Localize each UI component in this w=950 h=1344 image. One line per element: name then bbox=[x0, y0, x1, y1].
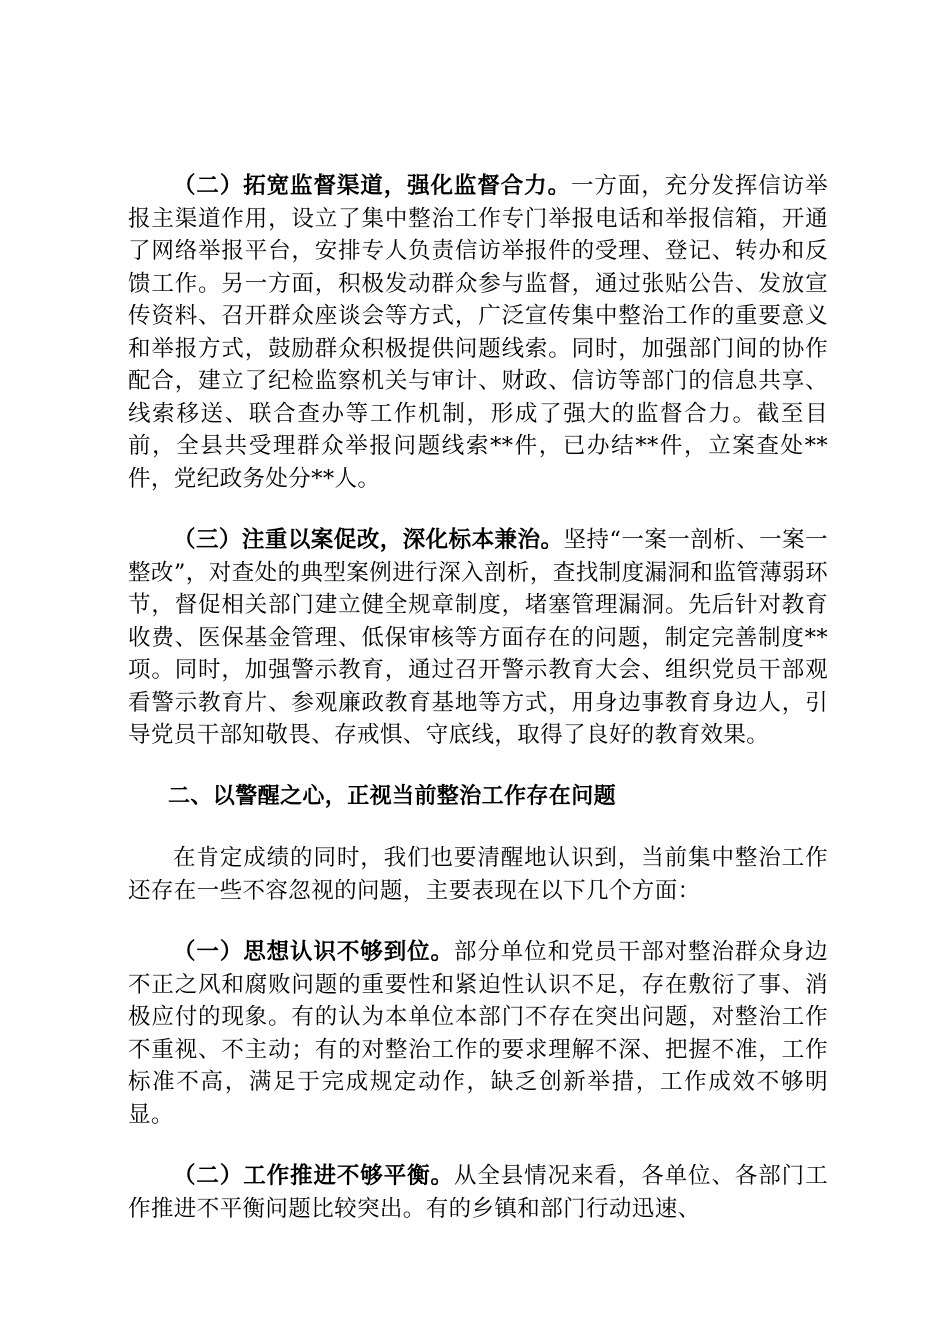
paragraph-gap bbox=[128, 752, 828, 781]
section-heading: 二、以警醒之心，正视当前整治工作存在问题 bbox=[168, 783, 617, 809]
paragraph-gap bbox=[128, 907, 828, 936]
paragraph-gap bbox=[128, 495, 828, 524]
paragraph-lead: （二）拓宽监督渠道，强化监督合力。 bbox=[173, 173, 571, 199]
paragraph-body: 坚持“一案一剖析、一案一整改”，对查处的典型案例进行深入剖析，查找制度漏洞和监管薄弱环节，督促相关部门建立健全规章制度，堵塞管理漏洞。先后针对教育收费、医保基金管理、低保审核等方面存在的问题，制定完善制度**项。同时，加强警示教育，通过召开警示教育大会、组织党员干部观看警示教育片、参观廉政教育基地等方式，用身边事教育身边人，引导党员干部知敬畏、存戒惧、守底线，取得了良好的教育效果。 bbox=[128, 527, 828, 748]
paragraph-broaden-supervision bbox=[128, 170, 828, 495]
paragraph-intro: 在肯定成绩的同时，我们也要清醒地认识到，当前集中整治工作还存在一些不容忽视的问题，主要表现在以下几个方面： bbox=[128, 845, 828, 904]
paragraph-body: 从全县情况来看，各单位、各部门工作推进不平衡问题比较突出。有的乡镇和部门行动迅速、 bbox=[128, 1163, 828, 1222]
document-page bbox=[128, 170, 828, 1225]
paragraph-issue-balance bbox=[128, 1160, 828, 1225]
paragraph-lead: （三）注重以案促改，深化标本兼治。 bbox=[173, 527, 564, 553]
paragraph-case-reform bbox=[128, 524, 828, 752]
paragraph-lead: （一）思想认识不够到位。 bbox=[173, 939, 454, 965]
paragraph-gap bbox=[128, 1131, 828, 1160]
paragraph-body: 一方面，充分发挥信访举报主渠道作用，设立了集中整治工作专门举报电话和举报信箱，开通了网络举报平台，安排专人负责信访举报件的受理、登记、转办和反馈工作。另一方面，积极发动群众参与监督，通过张贴公告、发放宣传资料、召开群众座谈会等方式，广泛宣传集中整治工作的重要意义和举报方式，鼓励群众积极提供问题线索。同时，加强部门间的协作配合，建立了纪检监察机关与审计、财政、信访等部门的信息共享、线索移送、联合查办等工作机制，形成了强大的监督合力。截至目前，全县共受理群众举报问题线索**件，已办结**件，立案查处**件，党纪政务处分**人。 bbox=[128, 173, 828, 492]
paragraph-lead: （二）工作推进不够平衡。 bbox=[173, 1163, 454, 1189]
paragraph-body: 部分单位和党员干部对整治群众身边不正之风和腐败问题的重要性和紧迫性认识不足，存在敷衍了事、消极应付的现象。有的认为本单位本部门不存在突出问题，对整治工作不重视、不主动；有的对整治工作的要求理解不深、把握不准，工作标准不高，满足于完成规定动作，缺乏创新举措，工作成效不够明显。 bbox=[128, 939, 828, 1128]
paragraph-issue-awareness bbox=[128, 936, 828, 1131]
paragraph-gap bbox=[128, 813, 828, 842]
